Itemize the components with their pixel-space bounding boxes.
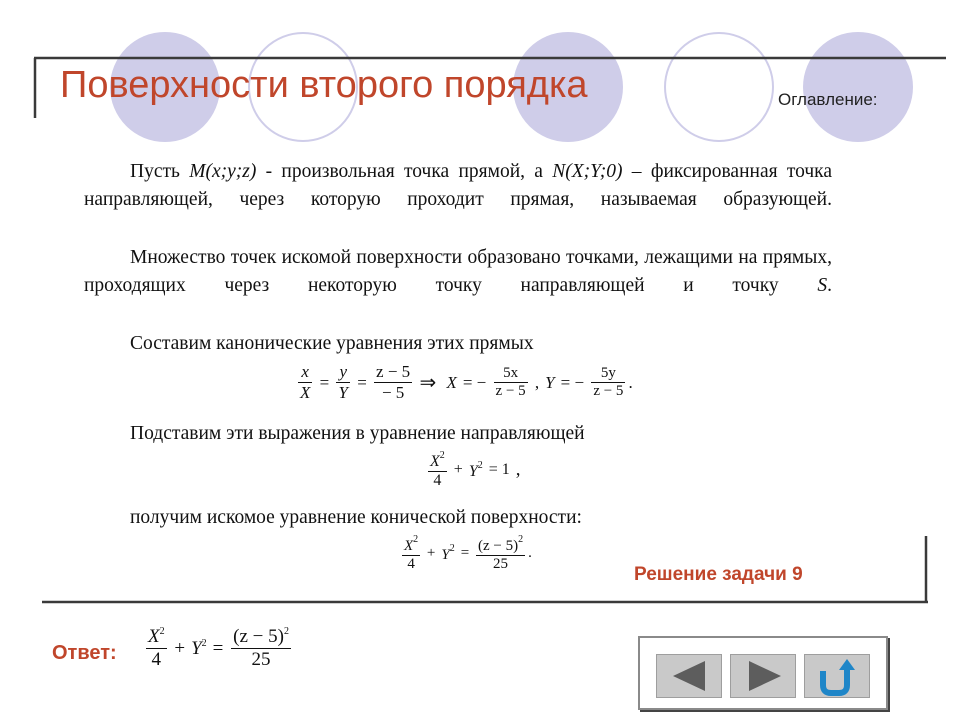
decor-circle-4: [664, 32, 774, 142]
formula-canonical: [298, 362, 636, 403]
var-y: Y: [468, 462, 478, 480]
return-button[interactable]: [804, 654, 870, 698]
equation-rhs: = 1: [488, 461, 510, 478]
frac-num: 5y: [591, 365, 625, 383]
equals-sign: =: [357, 372, 367, 392]
frac-den: − 5: [381, 383, 405, 402]
formula-answer: [146, 626, 291, 671]
equals-sign: =: [460, 545, 470, 561]
frac-num: 5x: [494, 365, 528, 383]
exponent: 2: [283, 626, 289, 637]
triangle-left-icon: [657, 655, 721, 697]
var-x: X: [430, 453, 440, 470]
plus-sign: +: [426, 545, 436, 561]
exponent: 2: [477, 459, 483, 471]
var-x: X: [148, 626, 160, 647]
implies-arrow: ⇒: [419, 372, 437, 394]
exponent: 2: [201, 637, 207, 649]
text-span: Пусть: [130, 161, 190, 182]
frac-den: Y: [338, 383, 348, 402]
frac-den: 4: [407, 556, 415, 572]
frac-num: x: [298, 362, 312, 383]
var-x: X: [446, 372, 457, 392]
equals-minus: = −: [462, 372, 487, 392]
paragraph-4: [84, 420, 832, 448]
formula-surface: [402, 534, 535, 573]
next-slide-button[interactable]: [730, 654, 796, 698]
equals-sign: =: [319, 372, 330, 392]
paragraph-5: [84, 504, 832, 532]
exponent: 2: [159, 626, 165, 637]
frac-num: z − 5: [376, 362, 411, 381]
text-span: Составим канонические уравнения этих прямых: [130, 333, 534, 354]
frac-den: 4: [151, 649, 162, 670]
exponent: 2: [439, 450, 445, 461]
var-y: Y: [441, 547, 450, 563]
equals-minus: = −: [560, 372, 585, 392]
comma: ,: [515, 459, 521, 480]
frac-num: (z − 5): [233, 626, 284, 647]
var-y: Y: [191, 637, 202, 659]
text-span: Множество точек искомой поверхности образовано точками, лежащими на прямых, проходящих через некоторую точку направляющей и точку: [84, 247, 832, 296]
plus-sign: +: [453, 461, 463, 478]
page-title: Поверхности второго порядка: [60, 64, 588, 106]
frac-den: 4: [433, 472, 442, 489]
frac-num: (z − 5): [477, 538, 519, 554]
frac-den: z − 5: [593, 383, 624, 399]
prev-slide-button[interactable]: [656, 654, 722, 698]
answer-label: Ответ:: [52, 642, 117, 664]
frac-den: z − 5: [495, 383, 526, 399]
plus-sign: +: [174, 637, 186, 659]
paragraph-1: [84, 158, 832, 242]
period: .: [528, 545, 532, 561]
text-span: Подставим эти выражения в уравнение направляющей: [130, 423, 585, 444]
paragraph-2: [84, 244, 832, 328]
frac-num: y: [336, 362, 349, 383]
exponent: 2: [518, 534, 524, 545]
var-x: X: [404, 538, 414, 554]
comma: ,: [534, 372, 540, 392]
point-s: S: [817, 275, 828, 296]
text-span: получим искомое уравнение конической поверхности:: [130, 507, 582, 528]
frac-den: X: [300, 383, 311, 402]
decor-circle-5: [803, 32, 913, 142]
formula-directrix: [428, 450, 524, 490]
frac-den: 25: [251, 649, 271, 670]
exponent: 2: [449, 543, 455, 554]
toc-link[interactable]: Оглавление:: [778, 90, 878, 109]
frac-den: 25: [493, 556, 508, 572]
equals-sign: =: [212, 637, 224, 659]
text-span: – фиксированная точка направляющей, через которую проходит прямая, называемая образующей.: [84, 161, 833, 210]
point-n: N(X;Y;0): [552, 161, 623, 182]
navigation-panel: [638, 636, 888, 710]
u-turn-arrow-icon: [805, 655, 869, 697]
text-span: .: [827, 275, 832, 296]
point-m: M(x;y;z): [189, 161, 257, 182]
var-y: Y: [545, 372, 555, 392]
period: .: [628, 372, 633, 392]
solution-link[interactable]: Решение задачи 9: [634, 564, 803, 585]
text-span: - произвольная точка прямой, а: [256, 161, 553, 182]
triangle-right-icon: [731, 655, 795, 697]
paragraph-3: [84, 330, 832, 358]
exponent: 2: [413, 534, 419, 545]
